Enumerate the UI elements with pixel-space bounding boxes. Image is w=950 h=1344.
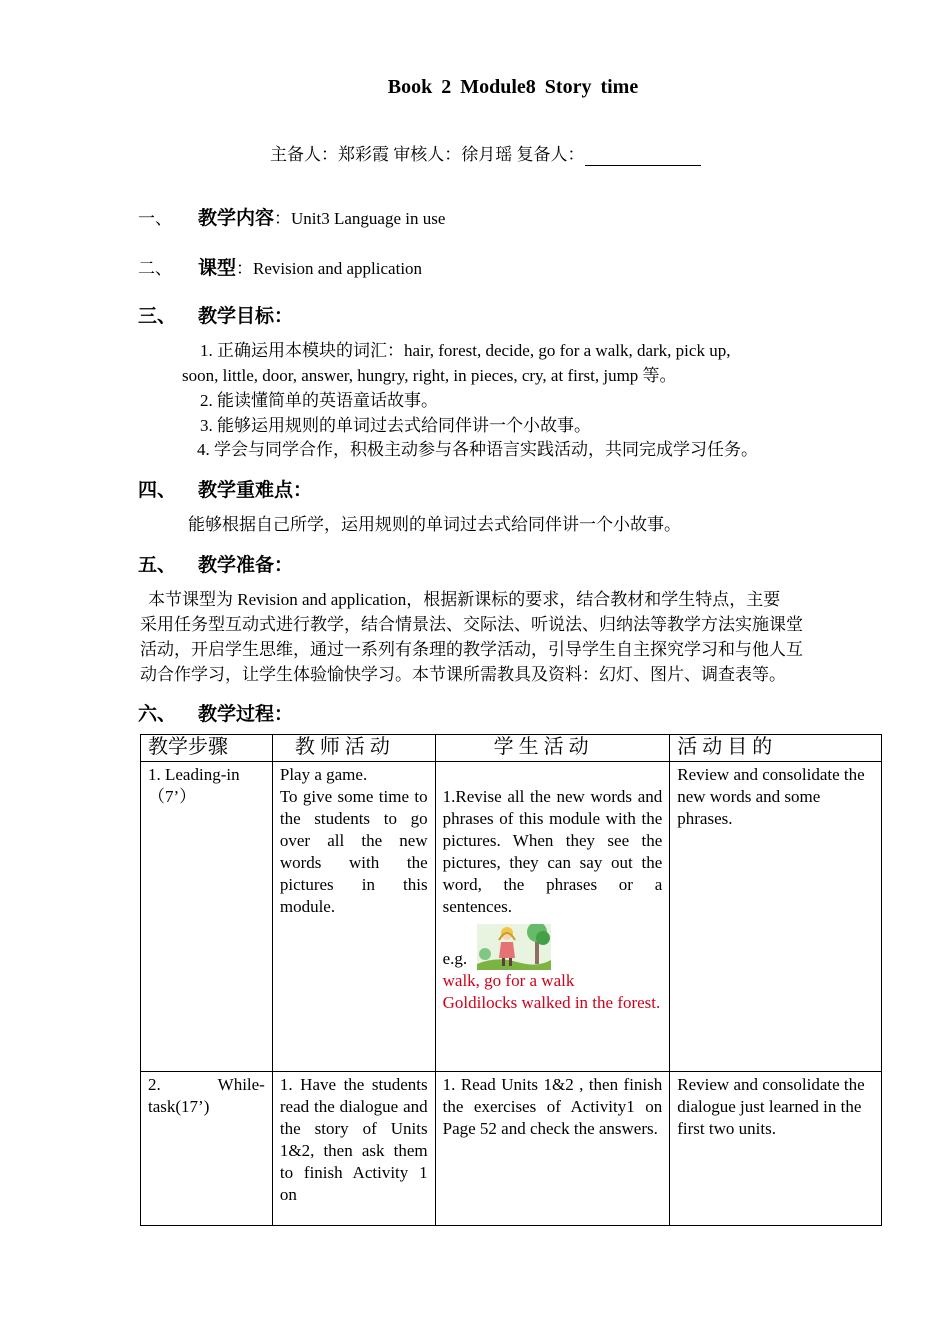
- section-body: Revision and application: [253, 259, 423, 278]
- section-number: 六、: [138, 704, 177, 725]
- document-title: Book 2 Module8 Story time: [387, 76, 639, 98]
- table-row: [141, 1072, 882, 1226]
- header-teacher: 教 师 活 动: [272, 735, 435, 762]
- objective-3: 3. 能够运用规则的单词过去式给同伴讲一个小故事。: [200, 416, 591, 435]
- section-preparation: [138, 550, 293, 577]
- row-teacher-activity: 1. Have the students read the dialogue and the story of Units 1&2, then ask them to finish Activity 1 on: [272, 1072, 435, 1226]
- table-row: [141, 762, 882, 1072]
- header-purpose: 活 动 目 的: [670, 735, 882, 762]
- table-header-row: [141, 735, 882, 762]
- row-step: 1. Leading-in （7’）: [141, 762, 273, 1072]
- preparers-line: [270, 140, 701, 166]
- section-body: Unit3 Language in use: [291, 209, 446, 228]
- section-heading: 教学目标：: [198, 306, 294, 327]
- preparation-line-3: 活动，开启学生思维，通过一系列有条理的教学活动，引导学生自主探究学习和与他人互: [140, 640, 803, 659]
- preparation-line-1: 本节课型为 Revision and application，根据新课标的要求，结合教材和学生特点，主要: [148, 590, 781, 609]
- section-heading: 课型: [198, 258, 237, 279]
- preparers-text: 主备人：郑彩霞 审核人：徐月瑶 复备人：: [270, 145, 585, 164]
- objective-4: 4. 学会与同学合作，积极主动参与各种语言实践活动，共同完成学习任务。: [197, 440, 758, 459]
- section-number: 三、: [138, 306, 177, 327]
- row-step: 2. While-task(17’): [141, 1072, 273, 1226]
- row-student-activity: 1. Read Units 1&2 , then finish the exercises of Activity1 on Page 52 and check the answers.: [435, 1072, 670, 1226]
- section-heading: 教学准备：: [198, 555, 294, 576]
- header-student: 学 生 活 动: [435, 735, 670, 762]
- section-key-points: [138, 475, 312, 502]
- objective-1-line-b: soon, little, door, answer, hungry, right, in pieces, cry, at first, jump 等。: [182, 366, 677, 385]
- preparation-line-2: 采用任务型互动式进行教学，结合情景法、交际法、听说法、归纳法等教学方法实施课堂: [140, 615, 803, 634]
- section-number: 四、: [138, 480, 177, 501]
- row-student-activity: 1.Revise all the new words and phrases of this module with the pictures. When they see the pictures, they can say out the word, the phrases or a sentences. e.g. walk, go for a walk Goldilocks walked in the forest.: [435, 762, 670, 1072]
- section-teaching-content: 一、 教学内容：Unit3 Language in use: [138, 203, 445, 230]
- header-step: 教学步骤: [141, 735, 273, 762]
- process-table: [140, 734, 882, 1226]
- preparation-line-4: 动合作学习，让学生体验愉快学习。本节课所需教具及资料：幻灯、图片、调查表等。: [140, 665, 786, 684]
- example-red-1: walk, go for a walk: [442, 971, 575, 990]
- section-number: 五、: [138, 555, 177, 576]
- section-objectives: [138, 301, 293, 328]
- section-lesson-type: 二、 课型：Revision and application: [138, 253, 422, 280]
- example-red-2: Goldilocks walked in the forest.: [442, 993, 661, 1012]
- section-heading: 教学过程：: [198, 704, 294, 725]
- girl-walking-in-forest-icon: [477, 924, 551, 970]
- row-teacher-activity: Play a game. To give some time to the students to go over all the new words with the pictures in this module.: [272, 762, 435, 1072]
- section-number: 二、: [138, 259, 172, 278]
- key-points-text: 能够根据自己所学，运用规则的单词过去式给同伴讲一个小故事。: [188, 515, 681, 534]
- preparer-blank: [585, 145, 701, 166]
- section-heading: 教学重难点：: [198, 480, 313, 501]
- section-process: [138, 699, 293, 726]
- row-purpose: Review and consolidate the dialogue just learned in the first two units.: [670, 1072, 882, 1226]
- objective-2: 2. 能读懂简单的英语童话故事。: [200, 391, 438, 410]
- objective-1-line-a: 1. 正确运用本模块的词汇：hair, forest, decide, go for a walk, dark, pick up,: [200, 341, 731, 360]
- section-number: 一、: [138, 209, 172, 228]
- section-heading: 教学内容: [198, 208, 275, 229]
- row-purpose: Review and consolidate the new words and some phrases.: [670, 762, 882, 1072]
